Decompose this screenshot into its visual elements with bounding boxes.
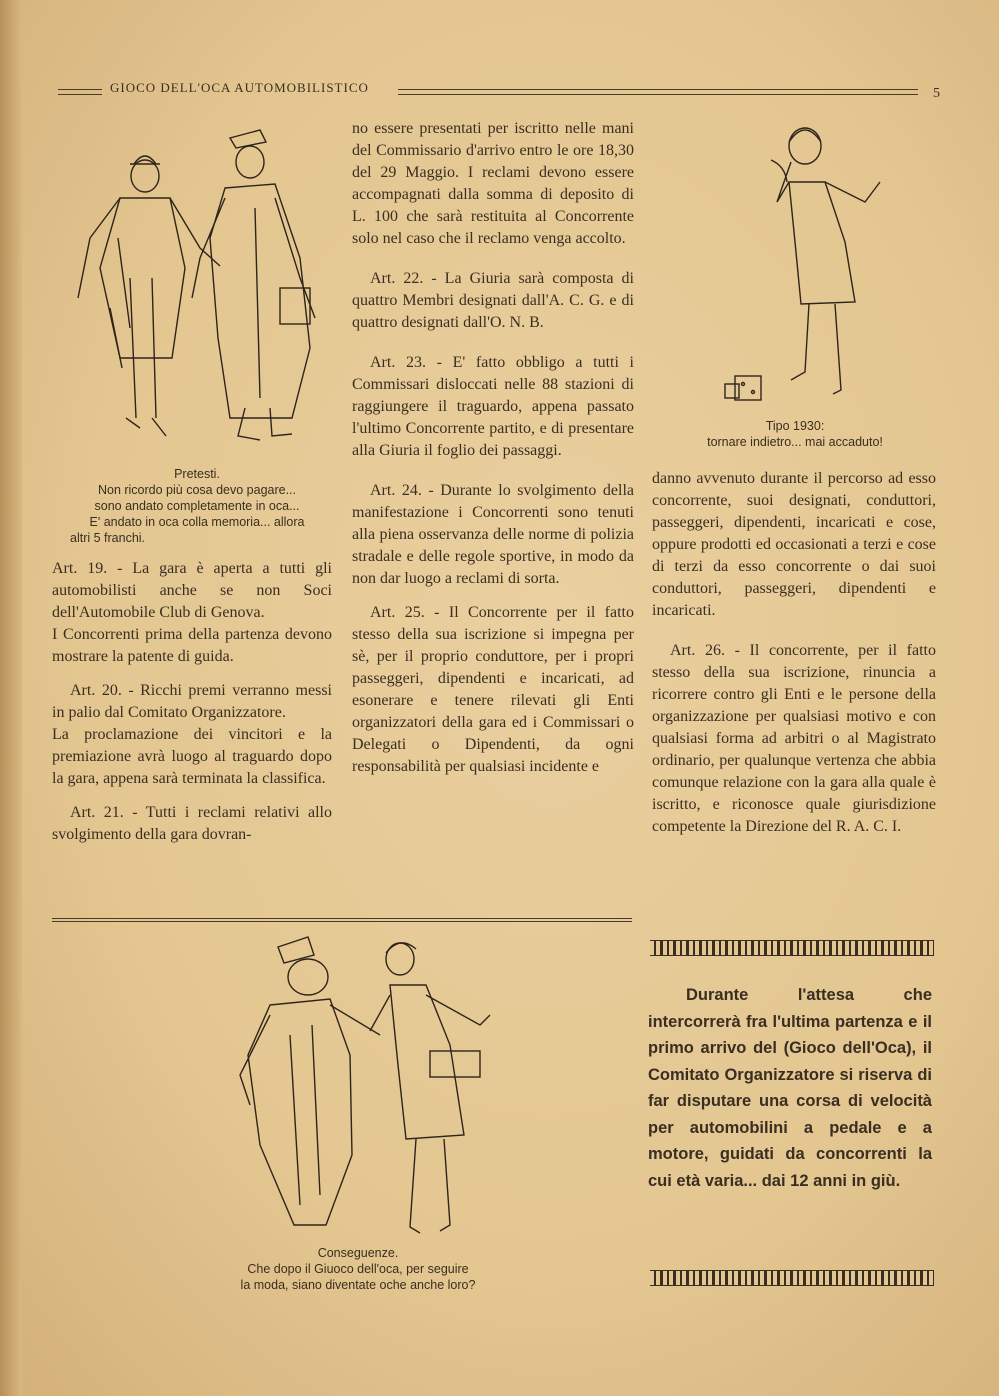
- illustration-two-men: [60, 118, 335, 458]
- paragraph: no essere presentati per iscritto nelle mani del Commissario d'arrivo entro le ore 18,30 del 29 Maggio. I reclami devono essere accompagnati dalla somma di deposito di L. 100 che sarà restituita al Concorrente solo nel caso che il reclamo venga accolto.: [352, 120, 634, 247]
- header-rule-right: [398, 89, 918, 95]
- caption-conseguenze: [200, 1245, 516, 1293]
- caption-pretesti-line: Non ricordo più cosa devo pagare...: [97, 483, 297, 497]
- text-column-2: [352, 118, 634, 778]
- caption-pretesti-line: E' andato in oca colla memoria... allora: [89, 515, 305, 529]
- paragraph-art-25: Art. 25. - Il Concorrente per il fatto stesso della sua iscrizione si impegna per sè, per il proprio conduttore, per i propri passeggeri, dipendenti e incaricati, ad esonerare e tenere rilevati gli Enti organizzatori della gara ed i Commissari o Delegati o Dipendenti, da ogni responsabilità per qualsiasi incidente e: [352, 604, 634, 775]
- paragraph-art-19: Art. 19. - La gara è aperta a tutti gli automobilisti anche se non Soci dell'Automobile Club di Genova.: [52, 560, 332, 621]
- paragraph: I Concorrenti prima della partenza devono mostrare la patente di guida.: [52, 626, 332, 665]
- caption-tipo-line: tornare indietro... mai accaduto!: [707, 435, 883, 449]
- caption-pretesti-line: sono andato completamente in oca...: [94, 499, 300, 513]
- binding-edge: [0, 0, 22, 1396]
- illustration-couple: [230, 935, 520, 1245]
- caption-pretesti-line: altri 5 franchi.: [70, 531, 146, 545]
- paragraph-art-21: Art. 21. - Tutti i reclami relativi allo svolgimento della gara dovran-: [52, 804, 332, 843]
- caption-pretesti: [62, 466, 332, 546]
- caption-pretesti-title: Pretesti.: [174, 467, 220, 481]
- notice-text: Durante l'attesa che intercorrerà fra l'ultima partenza e il primo arrivo del (Gioco dell'Oca), il Comitato Organizzatore si riserva di far disputare una corsa di velocità per automobilini a pedale e a motore, guidati da concorrenti la cui età varia... dai 12 anni in giù.: [648, 986, 932, 1190]
- paragraph-art-26: Art. 26. - Il concorrente, per il fatto stesso della sua iscrizione, rinuncia a ricorrere contro gli Enti e le persone della organizzazione per qualsiasi motivo e con qualsiasi forma ad arbitri o al Magistrato ordinario, per qualunque vertenza che abbia comunque relazione con la gara alla quale è iscritto, e riconosce quale giurisdizione competente la Direzione del R. A. C. I.: [652, 642, 936, 835]
- illustration-woman-dice: [705, 122, 905, 412]
- paragraph-art-20: Art. 20. - Ricchi premi verranno messi in palio dal Comitato Organizzatore.: [52, 682, 332, 721]
- paragraph-art-24: Art. 24. - Durante lo svolgimento della manifestazione i Concorrenti sono tenuti alla piena osservanza delle norme di polizia stradale e delle regole sportive, in modo da non dar luogo a reclami di sorta.: [352, 482, 634, 587]
- ornament-border-bottom: [650, 1270, 934, 1286]
- page-number: 5: [933, 86, 940, 101]
- text-column-1: [52, 558, 332, 846]
- caption-conseguenze-line: Che dopo il Giuoco dell'oca, per seguire: [247, 1262, 469, 1276]
- caption-tipo-1930: [660, 418, 930, 450]
- caption-conseguenze-line: la moda, siano diventate oche anche loro?: [240, 1278, 476, 1292]
- paragraph-art-23: Art. 23. - E' fatto obbligo a tutti i Commissari disloccati nelle 88 stazioni di raggiungere il traguardo, appena passato l'ultimo Concorrente partito, e di presentare alla Giuria il foglio dei passaggi.: [352, 354, 634, 459]
- section-divider: [52, 918, 632, 922]
- header-title: GIOCO DELL'OCA AUTOMOBILISTICO: [110, 80, 369, 95]
- header-rule-left: [58, 89, 102, 95]
- text-column-3: [652, 468, 936, 838]
- paragraph-art-22: Art. 22. - La Giuria sarà composta di quattro Membri designati dall'A. C. G. e di quattro designati dall'O. N. B.: [352, 270, 634, 331]
- paragraph: La proclamazione dei vincitori e la premiazione avrà luogo al traguardo dopo la gara, appena sarà terminata la classifica.: [52, 726, 332, 787]
- caption-conseguenze-title: Conseguenze.: [317, 1246, 399, 1260]
- ornament-border-top: [650, 940, 934, 956]
- running-header: [58, 80, 940, 104]
- paragraph: danno avvenuto durante il percorso ad esso concorrente, suoi designati, conduttori, passeggeri, dipendenti, incaricati e cose, oppure prodotti ed occasionati a terzi e cose di terzi da esso concorrente o dai suoi conduttori, passeggeri, dipendenti e incaricati.: [652, 470, 936, 619]
- caption-tipo-title: Tipo 1930:: [765, 419, 825, 433]
